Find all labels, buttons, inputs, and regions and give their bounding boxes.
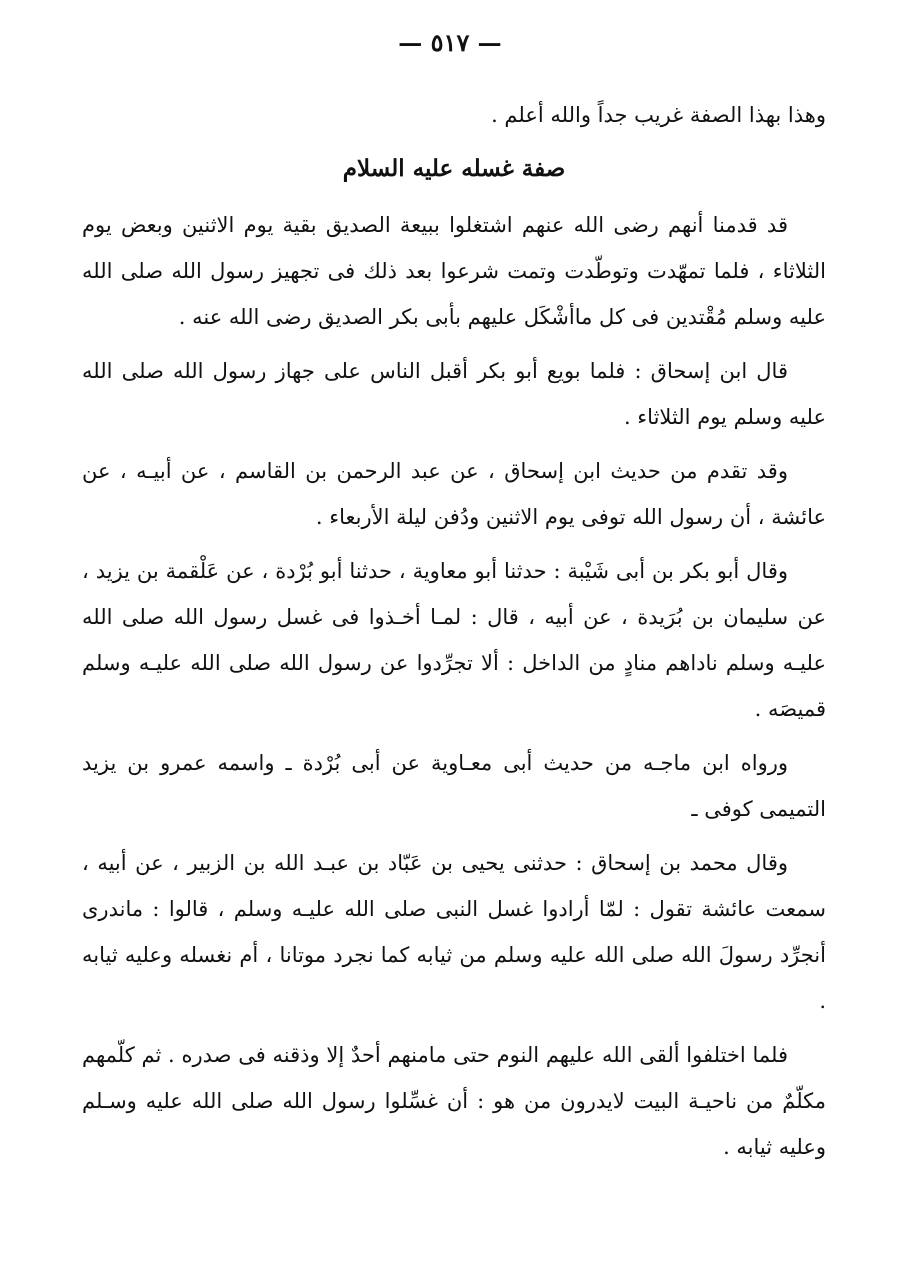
paragraph: وقال محمد بن إسحاق : حدثنى يحيى بن عَبّاد بن عبـد الله بن الزبير ، عن أبيه ، سمعت عائشة تقول : لمّا أرادوا غسل النبى صلى الله عليـه وسلم ، قالوا : ماندرى أنجرِّد رسولَ الله صلى الله عليه وسلم من ثيابه كما نجرد موتانا ، أم نغسله وعليه ثيابه . xyxy=(82,851,826,1013)
page-body xyxy=(82,92,826,1178)
paragraph: ورواه ابن ماجـه من حديث أبى معـاوية عن أبى بُرْدة ـ واسمه عمرو بن يزيد التميمى كوفى ـ xyxy=(82,751,826,821)
paragraph: وقد تقدم من حديث ابن إسحاق ، عن عبد الرحمن بن القاسم ، عن أبيـه ، عن عائشة ، أن رسول الله توفى يوم الاثنين ودُفن ليلة الأربعاء . xyxy=(82,459,826,529)
paragraph: وقال أبو بكر بن أبى شَيْبة : حدثنا أبو معاوية ، حدثنا أبو بُرْدة ، عن عَلْقمة بن يزيد ، عن سليمان بن بُرَيدة ، عن أبيه ، قال : لمـا أخـذوا فى غسل رسول الله صلى الله عليـه وسلم ناداهم منادٍ من الداخل : ألا تجرِّدوا عن رسول الله صلى الله عليـه وسلم قميصَه . xyxy=(82,559,826,721)
paragraph: قد قدمنا أنهم رضى الله عنهم اشتغلوا ببيعة الصديق بقية يوم الاثنين وبعض يوم الثلاثاء ، فلما تمهّدت وتوطّدت وتمت شرعوا بعد ذلك فى تجهيز رسول الله صلى الله عليه وسلم مُقْتدين فى كل ماأشْكَل عليهم بأبى بكر الصديق رضى الله عنه . xyxy=(82,213,826,329)
paragraph: قال ابن إسحاق : فلما بويع أبو بكر أقبل الناس على جهاز رسول الله صلى الله عليه وسلم يوم الثلاثاء . xyxy=(82,359,826,429)
paragraph: فلما اختلفوا ألقى الله عليهم النوم حتى مامنهم أحدٌ إلا وذقنه فى صدره . ثم كلّمهم مكلّمٌ من ناحيـة البيت لايدرون من هو : أن غسِّلوا رسول الله صلى الله عليه وسـلم وعليه ثيابه . xyxy=(82,1043,826,1159)
section-heading: صفة غسله عليه السلام xyxy=(342,155,566,182)
page-number: — ٥١٧ — xyxy=(398,28,502,57)
intro-line: وهذا بهذا الصفة غريب جداً والله أعلم . xyxy=(491,103,826,127)
